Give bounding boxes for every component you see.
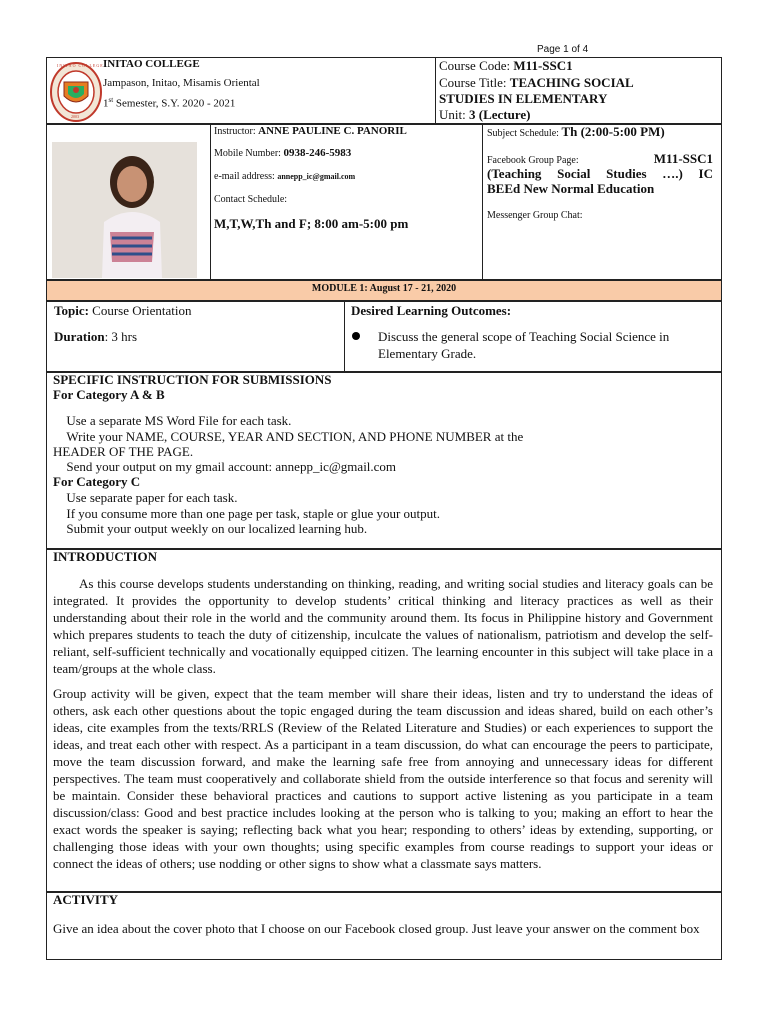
duration-line: Duration: 3 hrs	[54, 329, 138, 344]
college-seal	[50, 62, 102, 122]
activity-text: Give an idea about the cover photo that I choose on our Facebook closed group. Just leave your answer on the comment box	[53, 921, 700, 936]
subject-schedule: Subject Schedule: Th (2:00-5:00 PM)	[487, 124, 665, 139]
email-line: e-mail address: annepp_ic@gmail.com	[214, 171, 356, 182]
c-item-2: If you consume more than one page per task, staple or glue your output.	[53, 506, 427, 521]
instructions-heading: SPECIFIC INSTRUCTION FOR SUBMISSIONS	[53, 372, 332, 387]
instructor-line: Instructor: ANNE PAULINE C. PANORIL	[214, 125, 407, 137]
bullet-icon	[352, 332, 360, 340]
category-c-heading: For Category C	[53, 474, 141, 489]
seal-text-top: INITAO COLLEGE	[57, 63, 104, 68]
topic-line: Topic: Course Orientation	[54, 303, 192, 318]
c-item-1: Use separate paper for each task.	[53, 490, 225, 505]
college-name: INITAO COLLEGE	[103, 58, 200, 70]
ab-item-2b: HEADER OF THE PAGE.	[53, 444, 194, 459]
contact-schedule: M,T,W,Th and F; 8:00 am-5:00 pm	[214, 216, 409, 231]
c-item-3: Submit your output weekly on our localized learning hub.	[53, 521, 354, 536]
course-title-line2: STUDIES IN ELEMENTARY	[439, 91, 608, 106]
outcome-1-line2: Elementary Grade.	[378, 346, 477, 361]
ab-item-1: Use a separate MS Word File for each task.	[53, 413, 279, 428]
outcome-1: Discuss the general scope of Teaching Social Science in	[378, 329, 670, 344]
introduction-heading: INTRODUCTION	[53, 549, 158, 564]
introduction-para-1: As this course develops students understanding on thinking, reading, and writing social studies and literacy goals can be integrated. It provides the opportunity to develop students’ critical thinking and literacy practices as well as their understanding about their role in the world and the community around them. Its focus in Philippine history and Government which prepares students to teach the duty of citizenship, inculcate the values of nationalism, patriotism and develop the self-reliant, self-sufficient technically and vocationally equipped citizen. The learning encounter in this subject will take place in a team/groups at the whole class.	[53, 576, 713, 676]
mobile-line: Mobile Number: 0938-246-5983	[214, 147, 352, 159]
activity-heading: ACTIVITY	[53, 892, 119, 907]
instructor-photo	[52, 142, 197, 278]
fb-name-line1: (Teaching Social Studies ….) IC	[487, 166, 713, 181]
category-ab-heading: For Category A & B	[53, 387, 165, 402]
course-title: Course Title: TEACHING SOCIAL	[439, 75, 634, 90]
semester-line: 1st Semester, S.Y. 2020 - 2021	[103, 96, 236, 110]
introduction-para-2: Group activity will be given, expect that the team member will share their ideas, listen and try to understand the ideas of others, ask each other questions about the topic engaged during the team discussion and ideas shared, build on each other’s ideas, cite examples from the texts/RRLS (Review of the Related Literature and Studies) or each experiences to support the ideas, and treat each other with respect. As a participant in a team discussion, do what can encourage the peers to participate, move the team discussion forward, and make the learning safe free from annoying and unnecessary ideas for different perspectives. The team must cooperatively and collaborate shield from the outside interference so that focus and serenity will be maintain. Consider these behavioral practices and cautions to support active listening as you participate in a team discussion/class: Good and best practice includes looking at the person who is talking to you; making an effort to hear the exact words the speaker is saying; reflecting back what you hear; responding to others’ ideas by extending, supporting, or challenging those ideas with your own thoughts; using specific examples from course readings to support your ideas or connect the ideas of others; use nodding or other signs to show what a classmate says matters.	[53, 686, 713, 871]
course-unit: Unit: 3 (Lecture)	[439, 107, 531, 122]
page-number: Page 1 of 4	[537, 44, 589, 55]
seal-text-bottom: 2003	[71, 114, 79, 119]
messenger-label: Messenger Group Chat:	[487, 210, 583, 221]
ab-item-3: Send your output on my gmail account: annepp_ic@gmail.com	[53, 459, 383, 474]
fb-label-line: Facebook Group Page: M11-SSC1	[487, 151, 713, 166]
course-code: Course Code: M11-SSC1	[439, 58, 573, 73]
contact-label: Contact Schedule:	[214, 194, 288, 205]
ab-item-2: Write your NAME, COURSE, YEAR AND SECTION, AND PHONE NUMBER at the	[53, 429, 510, 444]
module-title: MODULE 1: August 17 - 21, 2020	[311, 283, 457, 294]
college-address: Jampason, Initao, Misamis Oriental	[103, 77, 260, 89]
outcomes-heading: Desired Learning Outcomes:	[351, 303, 512, 318]
fb-name-line2: BEEd New Normal Education	[487, 181, 655, 196]
